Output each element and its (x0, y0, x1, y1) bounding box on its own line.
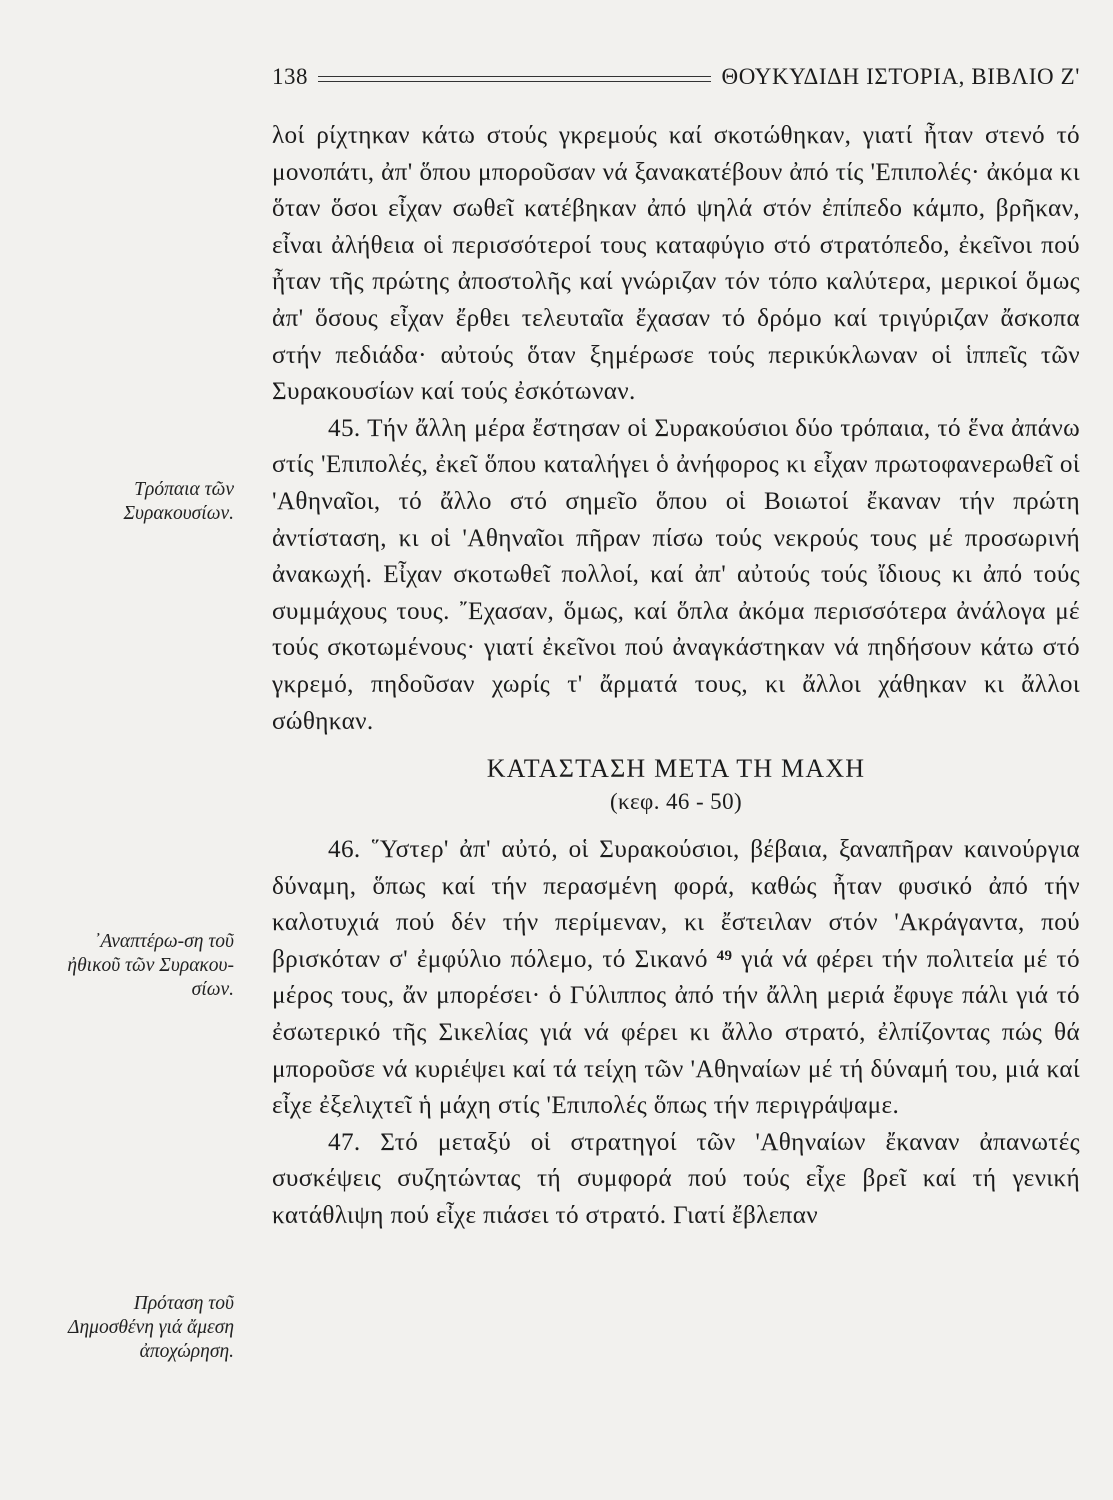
paragraph-45: 45. Τήν ἄλλη μέρα ἔστησαν οἱ Συρακούσιοι δύο τρόπαια, τό ἕνα ἀπάνω στίς 'Επιπολές, ἐκεῖ ὅπου καταλήγει ὁ ἀνήφορος κι εἶχαν πρωτοφανερωθεῖ οἱ 'Αθηναῖοι, τό ἄλλο στό σημεῖο ὅπου οἱ Βοιωτοί ἔκαναν τήν πρώτη ἀντίσταση, κι οἱ 'Αθηναῖοι πῆραν πίσω τούς νεκρούς τους μέ προσωρινή ἀνακωχή. Εἶχαν σκοτωθεῖ πολλοί, καί ἀπ' αὐτούς τούς ἴδιους κι ἀπό τούς συμμάχους τους. ῎Εχασαν, ὅμως, καί ὅπλα ἀκόμα περισσότερα ἀνάλογα μέ τούς σκοτωμένους· γιατί ἐκεῖνοι πού ἀναγκάστηκαν νά πηδήσουν κάτω στό γκρεμό, πηδοῦσαν χωρίς τ' ἄρματά τους, κι ἄλλοι χάθηκαν κι ἄλλοι σώθηκαν. (272, 414, 1080, 735)
margin-note-trophies: Τρόπαια τῶν Συρακουσίων. (123, 479, 234, 524)
margin-note-morale: ᾿Αναπτέρω-ση τοῦ ἠθικοῦ τῶν Συρακου-σίων. (67, 931, 234, 1000)
running-title: ΘΟΥΚΥΔΙΔΗ ΙΣΤΟΡΙΑ, ΒΙΒΛΙΟ Ζ' (721, 64, 1080, 89)
body-text (272, 118, 1080, 1235)
section-subheading: (κεφ. 46 - 50) (609, 789, 743, 815)
section-heading: ΚΑΤΑΣΤΑΣΗ ΜΕΤΑ ΤΗ ΜΑΧΗ (486, 754, 866, 784)
paragraph-46-part-1: 46. ῞Υστερ' ἀπ' αὐτό, οἱ Συρακούσιοι, βέβαια, ξαναπῆραν καινούργια δύναμη, ὅπως καί τήν περασμένη φορά, καθώς ἦταν φυσικό ἀπό τήν καλοτυχιά πού δέν τήν περίμεναν, κι ἔστειλαν στόν 'Ακράγαντα, πού βρισκόταν σ' ἐμφύλιο πόλεμο, τό Σικανό (272, 836, 1080, 973)
footnote-reference[interactable]: 49 (716, 947, 733, 964)
paragraph-continuation: λοί ρίχτηκαν κάτω στούς γκρεμούς καί σκοτώθηκαν, γιατί ἦταν στενό τό μονοπάτι, ἀπ' ὅπου μποροῦσαν νά ξανακατέβουν ἀπό τίς 'Επιπολές· ἀκόμα κι ὅταν ὅσοι εἶχαν σωθεῖ κατέβηκαν ἀπό ψηλά στόν ἐπίπεδο κάμπο, βρῆκαν, εἶναι ἀλήθεια οἱ περισσότεροί τους καταφύγιο στό στρατόπεδο, ἐκεῖνοι πού ἦταν τῆς πρώτης ἀποστολῆς καί γνώριζαν τόν τόπο καλύτερα, μερικοί ὅμως ἀπ' ὅσους εἶχαν ἔρθει τελευταῖα ἔχασαν τό δρόμο καί τριγύριζαν ἄσκοπα στήν πεδιάδα· αὐτούς ὅταν ξημέρωσε τούς περικύκλωναν οἱ ἱππεῖς τῶν Συρακουσίων καί τούς ἐσκότωναν. (272, 122, 1080, 406)
page-number: 138 (272, 64, 308, 89)
margin-note-demosthenes: Πρόταση τοῦ Δημοσθένη γιά ἄμεση ἀποχώρηση. (68, 1293, 234, 1362)
paragraph-47: 47. Στό μεταξύ οἱ στρατηγοί τῶν 'Αθηναίων ἔκαναν ἀπανωτές συσκέψεις συζητώντας τή συμφορά πού τούς εἶχε βρεῖ καί τή γενική κατάθλιψη πού εἶχε πιάσει τό στρατό. Γιατί ἔβλεπαν (272, 1128, 1080, 1230)
page-header (272, 62, 1080, 92)
paragraph-46-part-2: γιά νά φέρει τήν πολιτεία μέ τό μέρος τους, ἄν μπορέσει· ὁ Γύλιππος ἀπό τήν ἄλλη μεριά ἔφυγε πάλι γιά τό ἐσωτερικό τῆς Σικελίας γιά νά φέρει κι ἄλλο στρατό, ἐλπίζοντας πώς θά μποροῦσε νά κυριέψει καί τά τείχη τῶν 'Αθηναίων μέ τή δύναμή του, μιά καί εἶχε ἐξελιχτεῖ ἡ μάχη στίς 'Επιπολές ὅπως τήν περιγράψαμε. (272, 945, 1080, 1120)
header-rule (318, 76, 711, 82)
paragraph-46 (272, 832, 1080, 1125)
